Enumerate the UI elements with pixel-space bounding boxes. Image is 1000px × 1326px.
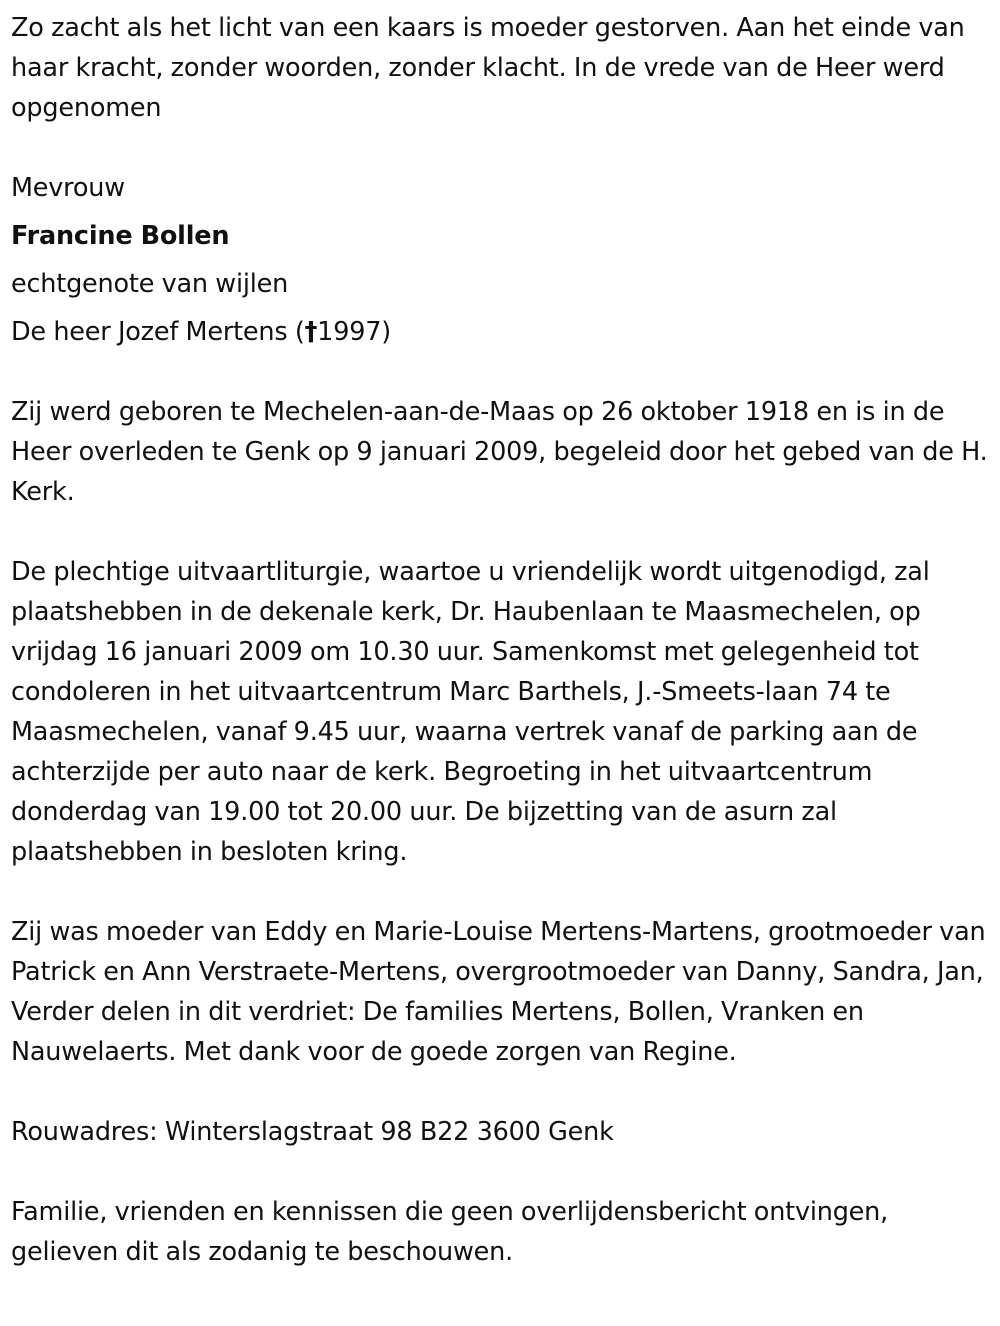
intro-text: Zo zacht als het licht van een kaars is moeder gestorven. Aan het einde van haar kracht, zonder woorden, zonder klacht. In de vrede van de Heer werd opgenomen: [11, 13, 965, 123]
name-block: [11, 164, 990, 356]
funeral-text: De plechtige uitvaartliturgie, waartoe u vriendelijk wordt uitgenodigd, zal plaatshebben in de dekenale kerk, Dr. Haubenlaan te Maasmechelen, op vrijdag 16 januari 2009 om 10.30 uur. Samenkomst met gelegenheid tot condoleren in het uitvaartcentrum Marc Barthels, J.-Smeets-laan 74 te Maasmechelen, vanaf 9.45 uur, waarna vertrek vanaf de parking aan de achterzijde per auto naar de kerk. Begroeting in het uitvaartcentrum donderdag van 19.00 tot 20.00 uur. De bijzetting van de asurn zal plaatshebben in besloten kring.: [11, 557, 930, 867]
title-prefix: Mevrouw: [11, 173, 125, 203]
birth-death-text: Zij werd geboren te Mechelen-aan-de-Maas op 26 oktober 1918 en is in de Heer overleden te Genk op 9 januari 2009, begeleid door het gebed van de H. Kerk.: [11, 397, 988, 507]
spouse-year: 1997): [317, 317, 392, 347]
spacer: [11, 1072, 990, 1112]
spacer: [11, 1152, 990, 1192]
spacer: [11, 512, 990, 552]
spouse-relation: echtgenote van wijlen: [11, 269, 289, 299]
spacer: [11, 872, 990, 912]
deceased-name: Francine Bollen: [11, 221, 230, 251]
cross-icon: †: [304, 317, 318, 347]
address-text: Rouwadres: Winterslagstraat 98 B22 3600 Genk: [11, 1117, 614, 1147]
closing-text: Familie, vrienden en kennissen die geen overlijdensbericht ontvingen, gelieven dit als zodanig te beschouwen.: [11, 1197, 889, 1267]
spacer: [11, 128, 990, 168]
family-text: Zij was moeder van Eddy en Marie-Louise Mertens-Martens, grootmoeder van Patrick en Ann Verstraete-Mertens, overgrootmoeder van Danny, Sandra, Jan, Verder delen in dit verdriet: De families Mertens, Bollen, Vranken en Nauwelaerts. Met dank voor de goede zorgen van Regine.: [11, 917, 986, 1067]
spouse-line: [11, 308, 990, 356]
spouse-name: De heer Jozef Mertens (: [11, 317, 305, 347]
spacer: [11, 352, 990, 392]
